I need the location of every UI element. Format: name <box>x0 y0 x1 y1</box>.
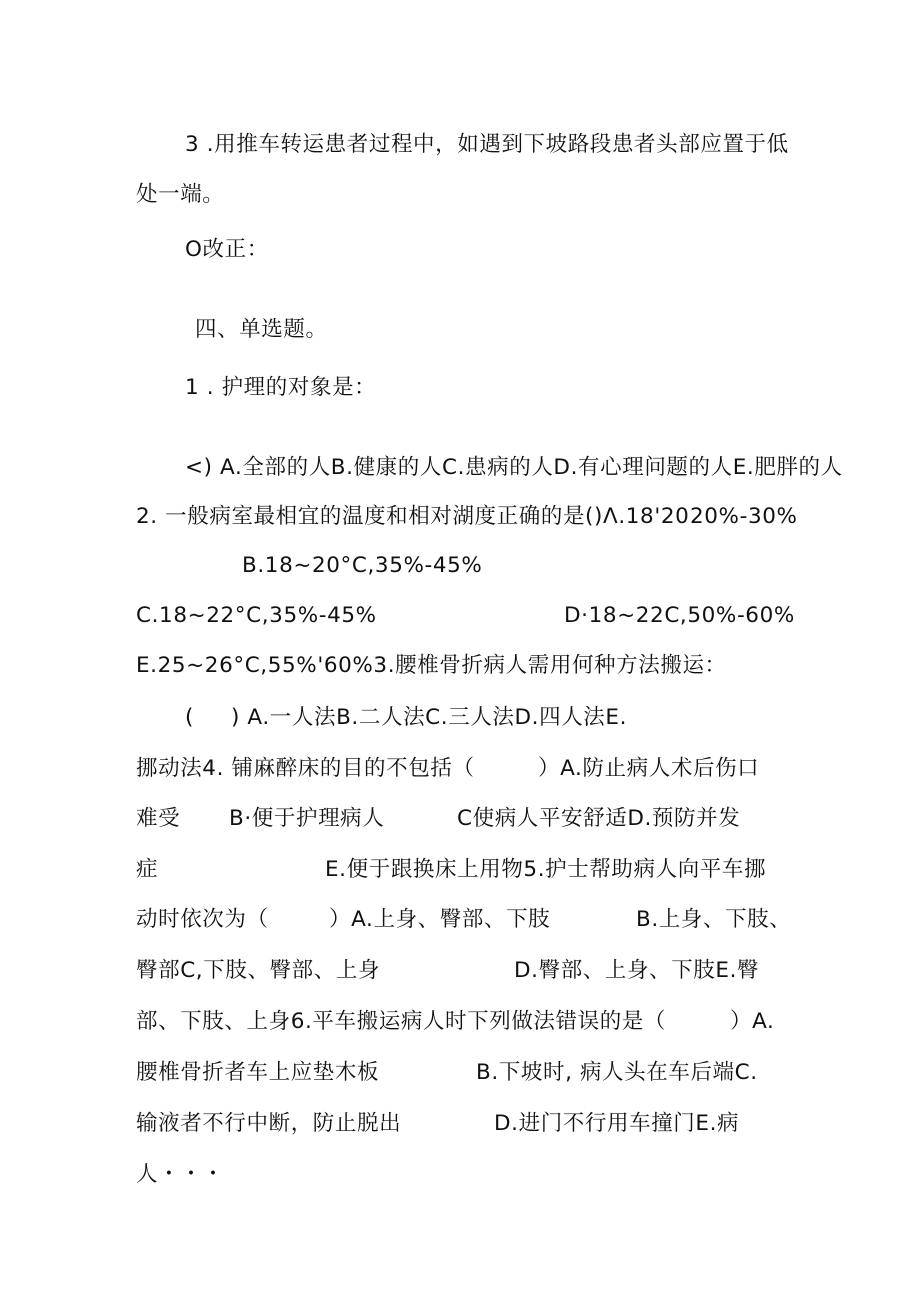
mc-question-6-stem: 部、下肢、上身6.平车搬运病人时下列做法错误的是（ <box>136 1009 667 1034</box>
mc-question-2-option-c: C.18~22°C,35%-45% <box>136 603 377 628</box>
mc-question-4-option-a: ）A.防止病人术后伤口 <box>538 756 760 781</box>
mc-question-6-option-b: B.下坡时, 病人头在车后端C. <box>476 1060 758 1085</box>
mc-question-2-line-1 <box>136 502 798 532</box>
mc-question-6-options-line-2 <box>136 1109 756 1139</box>
mc-question-2-line-3 <box>136 601 795 631</box>
correction-label: O改正： <box>185 237 269 262</box>
mc-question-4-option-e-line <box>136 855 767 885</box>
mc-question-1-options: <) A.全部的人B.健康的人C.患病的人D.有心理问题的人E.肥胖的人 <box>185 455 843 480</box>
mc-question-6-options-line-1 <box>136 1058 756 1088</box>
mc-question-5-stem: 动时依次为（ <box>136 907 269 932</box>
mc-question-6-option-d-e: D.进门不行用车撞门E.病 <box>494 1111 740 1136</box>
question-3-line-1: 3 .用推车转运患者过程中，如遇到下坡路段患者头部应置于低 <box>185 132 789 157</box>
mc-question-4-stem: 挪动法4. 铺麻醉床的目的不包括（ <box>136 756 475 781</box>
mc-question-5-option-b: B.上身、下肢、 <box>636 907 792 932</box>
mc-question-2-option-e-and-question-3: E.25~26°C,55%'60%3.腰椎骨折病人需用何种方法搬运： <box>136 653 727 678</box>
mc-question-4-options-line <box>136 804 741 834</box>
mc-question-3-options-line <box>185 703 628 733</box>
mc-question-4-option-e-and-question-5: E.便于跟换床上用物5.护士帮助病人向平车挪 <box>325 857 767 882</box>
section-heading: 四、单选题。 <box>195 317 328 342</box>
mc-question-5-option-c: 臀部C,下肢、臀部、上身 <box>136 958 381 983</box>
mc-question-5-options-line <box>136 956 760 986</box>
answer-bracket-open: ( <box>185 705 194 730</box>
question-3-line-2: 处一端。 <box>136 182 225 207</box>
mc-question-2-option-d: D·18~22C,50%-60% <box>564 603 795 628</box>
mc-question-6-option-e-truncated: 人・・・ <box>136 1162 225 1187</box>
mc-question-5-line <box>136 905 792 935</box>
mc-question-6-option-c: 输液者不行中断，防止脱出 <box>136 1111 402 1136</box>
mc-question-4-option-c-d: C使病人平安舒适D.预防并发 <box>457 806 741 831</box>
mc-question-6-option-a: 腰椎骨折者车上应垫木板 <box>136 1060 380 1085</box>
mc-question-6-line <box>136 1007 776 1037</box>
mc-question-2-option-b: B.18~20°C,35%-45% <box>242 553 483 578</box>
mc-question-4-option-a-end: 难受 <box>136 806 181 831</box>
mc-question-4-option-d-end: 症 <box>136 857 159 882</box>
mc-question-4-line <box>136 754 760 784</box>
mc-question-2-option-a-humidity: 20%-30% <box>690 504 798 529</box>
mc-question-5-option-a: ）A.上身、臀部、下肢 <box>329 907 551 932</box>
mc-question-6-option-a-start: ）A. <box>730 1009 775 1034</box>
mc-question-1: 1 . 护理的对象是： <box>185 375 377 400</box>
mc-question-3-options: ) A.一人法B.二人法C.三人法D.四人法E. <box>231 705 628 730</box>
mc-question-2-stem: 2. 一般病室最相宜的温度和相对湖度正确的是()Λ.18'20 <box>136 504 690 529</box>
mc-question-5-option-d-e: D.臀部、上身、下肢E.臀 <box>514 958 760 983</box>
mc-question-4-option-b: B·便于护理病人 <box>229 806 385 831</box>
